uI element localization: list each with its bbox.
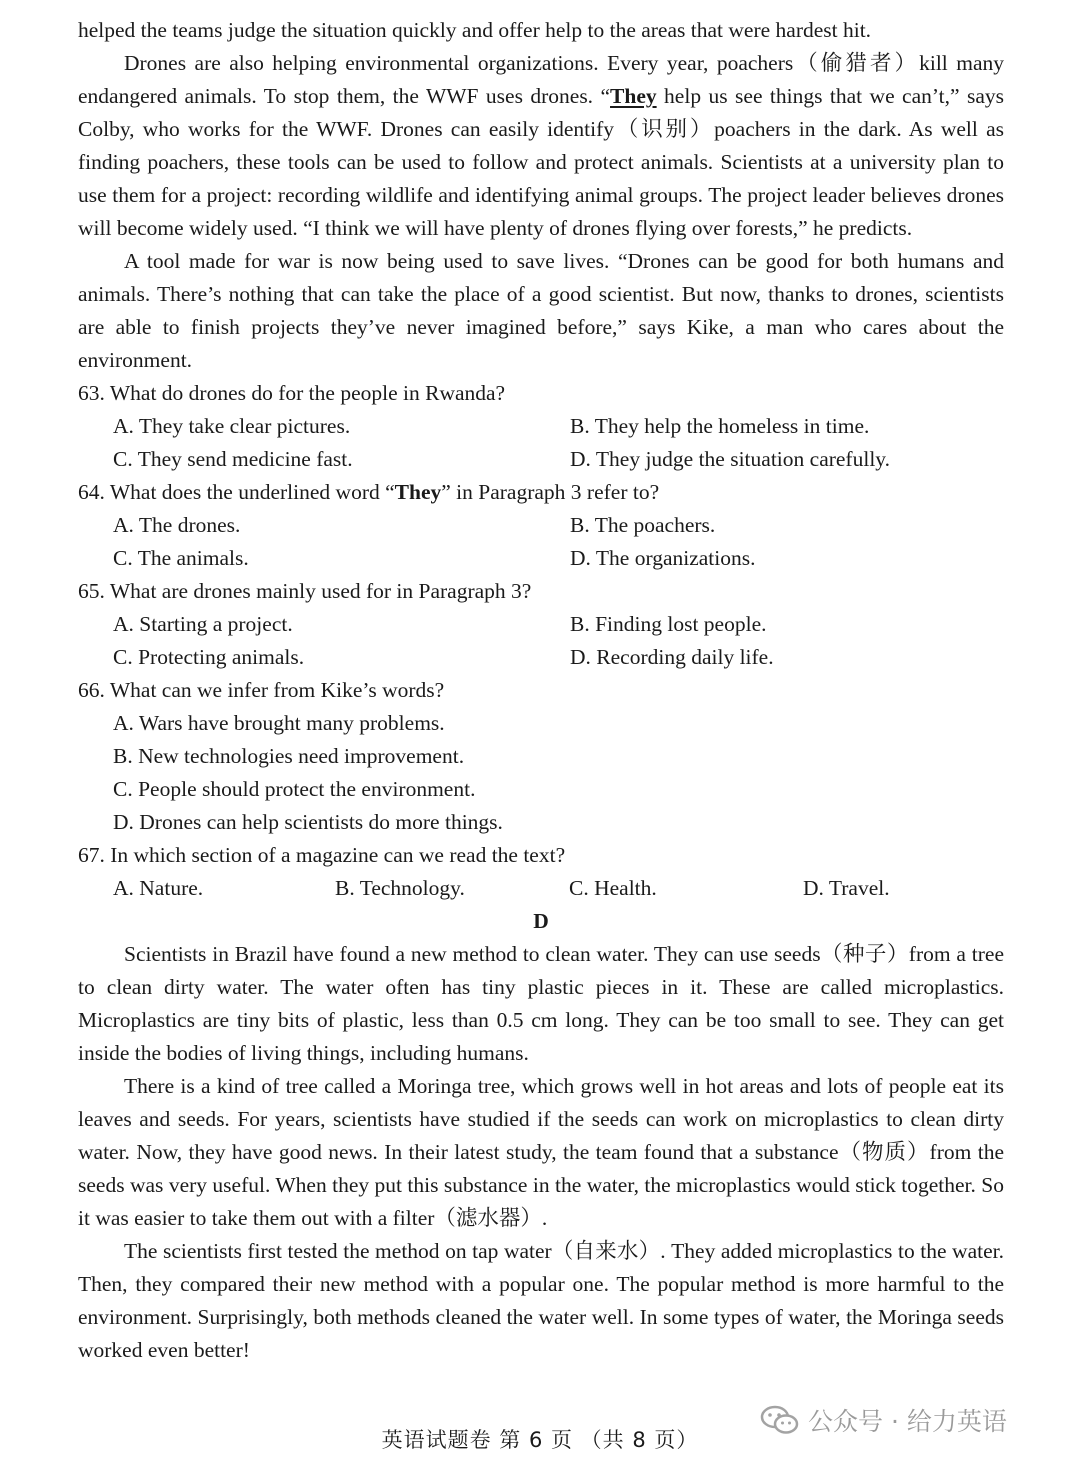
question-stem bbox=[78, 476, 1004, 509]
options bbox=[78, 509, 1004, 575]
passage-c-paragraph-4: A tool made for war is now being used to save lives. “Drones can be good for both humans and animals. There’s nothing that can take the place of a good scientist. But now, thanks to drones, scientists are able to finish projects they’ve never imagined before,” says Kike, a man who cares about the environment. bbox=[78, 249, 1004, 372]
options bbox=[78, 608, 1004, 674]
passage-d-paragraph-3: The scientists first tested the method on tap water（自来水）. They added microplastics to the water. Then, they compared their new method with a popular one. The popular method is more harmful to the environment. Surprisingly, both methods cleaned the water well. In some types of water, the Moringa seeds worked even better! bbox=[78, 1239, 1004, 1362]
option-c: C. They send medicine fast. bbox=[113, 447, 353, 471]
passage-d-paragraph-1: Scientists in Brazil have found a new method to clean water. They can use seeds（种子）from a tree to clean dirty water. The water often has tiny plastic pieces in it. These are called microplastics. Microplastics are tiny bits of plastic, less than 0.5 cm long. They can be too small to see. They can get inside the bodies of living things, including humans. bbox=[78, 942, 1004, 1065]
options bbox=[78, 410, 1004, 476]
option-b: B. Technology. bbox=[335, 876, 465, 900]
question-stem: 63. What do drones do for the people in Rwanda? bbox=[78, 381, 506, 405]
option-b: B. The poachers. bbox=[570, 513, 716, 537]
option-d: D. Travel. bbox=[803, 876, 890, 900]
exam-page bbox=[78, 14, 1004, 1367]
option-a: A. Wars have brought many problems. bbox=[113, 711, 445, 735]
question-63 bbox=[78, 377, 1004, 476]
question-67 bbox=[78, 839, 1004, 905]
option-a: A. The drones. bbox=[113, 513, 241, 537]
underlined-word-they: They bbox=[610, 84, 657, 108]
stem-bold-word: They bbox=[394, 480, 442, 504]
page-footer: 英语试题卷 第 6 页 （共 8 页） bbox=[381, 1428, 699, 1452]
option-d: D. They judge the situation carefully. bbox=[570, 447, 891, 471]
question-stem: 67. In which section of a magazine can we read the text? bbox=[78, 843, 566, 867]
question-stem: 65. What are drones mainly used for in Paragraph 3? bbox=[78, 579, 532, 603]
option-a: A. Nature. bbox=[113, 876, 204, 900]
question-stem: 66. What can we infer from Kike’s words? bbox=[78, 678, 445, 702]
section-heading-d: D bbox=[533, 909, 549, 933]
option-b: B. Finding lost people. bbox=[570, 612, 767, 636]
option-c: C. Health. bbox=[569, 876, 657, 900]
option-a: A. Starting a project. bbox=[113, 612, 293, 636]
question-64 bbox=[78, 476, 1004, 575]
passage-d-paragraph-2: There is a kind of tree called a Moringa tree, which grows well in hot areas and lots of people eat its leaves and seeds. For years, scientists have studied if the seeds can work on microplastics to clean dirty water. Now, they have good news. In their latest study, the team found that a substance（物质）from the seeds was very useful. When they put this substance in the water, the microplastics would stick together. So it was easier to take them out with a filter（滤水器）. bbox=[78, 1074, 1004, 1230]
option-d: D. Drones can help scientists do more things. bbox=[113, 810, 503, 834]
option-d: D. Recording daily life. bbox=[570, 645, 774, 669]
option-b: B. New technologies need improvement. bbox=[113, 744, 465, 768]
passage-c-paragraph-continued: helped the teams judge the situation quickly and offer help to the areas that were hardest hit. bbox=[78, 18, 872, 42]
option-c: C. Protecting animals. bbox=[113, 645, 305, 669]
p3-text-a: Drones are also helping environmental organizations. Every year, poachers（偷猎者）kill many endangered animals. To stop them, the WWF uses drones. “ bbox=[78, 51, 1004, 108]
stem-text-b: ” in Paragraph 3 refer to? bbox=[441, 480, 660, 504]
stem-text-a: 64. What does the underlined word “ bbox=[78, 480, 395, 504]
question-66 bbox=[78, 674, 1004, 839]
options bbox=[78, 872, 1004, 905]
options bbox=[78, 707, 1004, 839]
p3-text-b: help us see things that we can’t,” says Colby, who works for the WWF. Drones can easily identify（识别）poachers in the dark. As well as finding poachers, these tools can be used to follow and protect animals. Scientists at a university plan to use them for a project: recording wildlife and identifying animal groups. The project leader believes drones will become widely used. “I think we will have plenty of drones flying over forests,” he predicts. bbox=[78, 84, 1004, 240]
option-c: C. The animals. bbox=[113, 546, 249, 570]
watermark-text: 公众号 · 给力英语 bbox=[808, 1407, 1007, 1436]
option-c: C. People should protect the environment. bbox=[113, 777, 476, 801]
passage-c-paragraph-3 bbox=[78, 47, 1004, 245]
question-65 bbox=[78, 575, 1004, 674]
option-b: B. They help the homeless in time. bbox=[570, 414, 870, 438]
option-a: A. They take clear pictures. bbox=[113, 414, 351, 438]
option-d: D. The organizations. bbox=[570, 546, 756, 570]
